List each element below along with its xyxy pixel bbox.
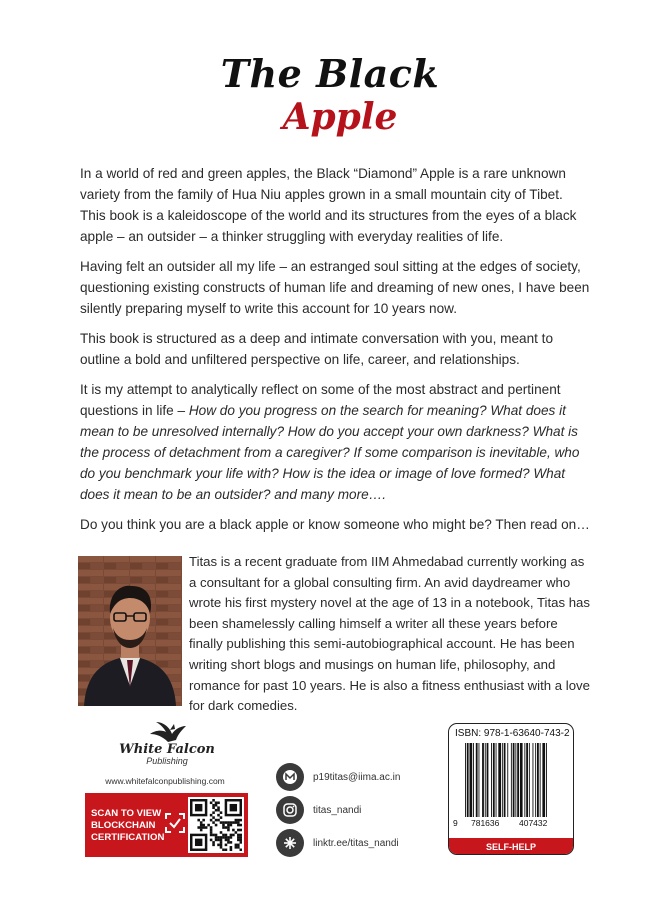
questions-list: How do you progress on the search for meaning? What does it mean to be unresolved internally? How do you accept your own darkness? What is the process of detachment from a caregiver? If some comparison is inevitable, who do you benchmark your life with? How is the idea or image of love formed? What does it mean to be an outsider? and many more…. bbox=[80, 403, 580, 502]
blurb-paragraph-questions bbox=[80, 379, 590, 505]
questions-lead: It is my attempt to analytically reflect on some of the most abstract and pertinent questions in life – bbox=[80, 382, 561, 418]
book-title bbox=[0, 52, 660, 138]
instagram-handle: titas_nandi bbox=[313, 804, 362, 816]
publisher-name: White Falcon bbox=[119, 742, 215, 757]
scan-icon bbox=[165, 813, 185, 833]
blurb-paragraph: In a world of red and green apples, the Black “Diamond” Apple is a rare unknown variety from the family of Hua Niu apples grown in a small mountain city of Tibet. This book is a kaleidoscope of the world and its structures from the eyes of a black apple – an outsider – a thinker struggling with everyday realities of life. bbox=[80, 166, 577, 244]
contact-email[interactable] bbox=[276, 762, 400, 792]
qr-code[interactable] bbox=[188, 797, 244, 853]
instagram-icon bbox=[276, 796, 304, 824]
publisher-url[interactable]: www.whitefalconpublishing.com bbox=[105, 776, 225, 786]
blurb-paragraph: Having felt an outsider all my life – an estranged soul sitting at the edges of society, questioning existing constructs of human life and dreaming of new ones, I have been silently preparing myself to write this account for 10 years now. bbox=[80, 259, 590, 316]
author-bio: Titas is a recent graduate from IIM Ahmedabad currently working as a consultant for a global consulting firm. An avid daydreamer who wrote his first mystery novel at the age of 13 in a notebook, Titas has been shamelessly calling himself a writer all these years before finally publishing this semi-autobiographical account. He has been writing short blogs and musings on human life, philosophy, and romance for past 10 years. He is also a fitness enthusiast with a love for dark comedies. bbox=[189, 554, 590, 714]
barcode-digit-group-1: 781636 bbox=[471, 818, 500, 828]
title-line-1: The Black bbox=[220, 51, 440, 96]
email-address: p19titas@iima.ac.in bbox=[313, 771, 401, 783]
blockchain-certification[interactable] bbox=[85, 793, 248, 857]
contact-instagram[interactable] bbox=[276, 795, 361, 825]
publisher-logo bbox=[112, 720, 222, 774]
blockchain-label: SCAN TO VIEW BLOCKCHAIN CERTIFICATION bbox=[91, 808, 165, 843]
genre-label: SELF-HELP bbox=[449, 838, 573, 855]
falcon-icon bbox=[148, 720, 188, 744]
barcode-lead-digit: 9 bbox=[453, 818, 458, 828]
blurb-paragraph: This book is structured as a deep and intimate conversation with you, meant to outline a bold and unfiltered perspective on life, career, and relationships. bbox=[80, 331, 554, 367]
barcode bbox=[453, 743, 571, 819]
author-photo bbox=[78, 556, 182, 706]
linktree-url: linktr.ee/titas_nandi bbox=[313, 837, 399, 849]
isbn-barcode-box bbox=[448, 723, 574, 855]
book-blurb bbox=[80, 163, 590, 544]
barcode-digit-group-2: 407432 bbox=[519, 818, 548, 828]
email-icon bbox=[276, 763, 304, 791]
isbn-number: ISBN: 978-1-63640-743-2 bbox=[455, 728, 570, 739]
blurb-closing: Do you think you are a black apple or know someone who might be? Then read on… bbox=[80, 517, 590, 532]
title-line-2: Apple bbox=[282, 96, 398, 138]
contact-linktree[interactable] bbox=[276, 828, 399, 858]
publisher-subtitle: Publishing bbox=[146, 756, 188, 766]
linktree-icon bbox=[276, 829, 304, 857]
